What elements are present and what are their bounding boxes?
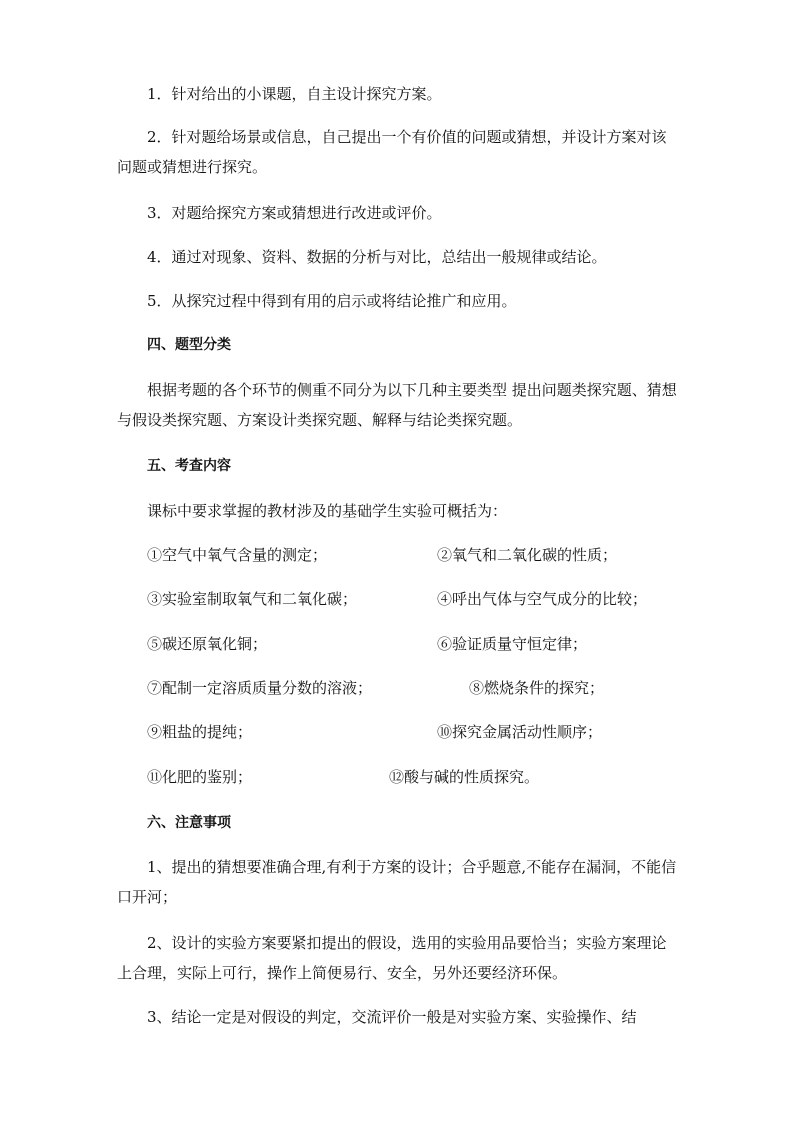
experiment-item-8: ⑧燃烧条件的探究； (469, 679, 605, 697)
goal-item-5: 5．从探究过程中得到有用的启示或将结论推广和应用。 (147, 292, 517, 310)
section-heading-notes: 六、注意事项 (147, 815, 231, 831)
experiment-item-3: ③实验室制取氧气和二氧化碳； (147, 590, 358, 608)
goal-item-2: 2．针对题给场景或信息，自己提出一个有价值的问题或猜想，并设计方案对该问题或猜想进行探究。 (117, 128, 667, 176)
goal-item-1: 1．针对给出的小课题，自主设计探究方案。 (147, 85, 442, 103)
goal-item-3: 3．对题给探究方案或猜想进行改进或评价。 (147, 204, 442, 222)
experiment-item-1: ①空气中氧气含量的测定； (147, 546, 328, 564)
experiment-item-4: ④呼出气体与空气成分的比较； (437, 590, 648, 608)
note-item-2: 2、设计的实验方案要紧扣提出的假设，选用的实验用品要恰当；实验方案理论上合理，实际上可行，操作上简便易行、安全，另外还要经济环保。 (117, 934, 667, 982)
experiment-item-5: ⑤碳还原氧化铜； (147, 635, 268, 653)
goal-item-4: 4．通过对现象、资料、数据的分析与对比，总结出一般规律或结论。 (147, 248, 607, 266)
experiment-item-6: ⑥验证质量守恒定律； (437, 635, 588, 653)
note-item-3: 3、结论一定是对假设的判定，交流评价一般是对实验方案、实验操作、结 (147, 1008, 637, 1026)
question-types-paragraph: 根据考题的各个环节的侧重不同分为以下几种主要类型 提出问题类探究题、猜想与假设类探究题、方案设计类探究题、解释与结论类探究题。 (117, 381, 677, 429)
experiment-item-2: ②氧气和二氧化碳的性质； (437, 546, 618, 564)
experiment-item-11: ⑪化肥的鉴别； (147, 768, 253, 786)
note-item-1: 1、提出的猜想要准确合理,有利于方案的设计；合乎题意,不能存在漏洞，不能信口开河； (117, 858, 677, 906)
experiment-item-12: ⑫酸与碱的性质探究。 (389, 768, 540, 786)
experiment-item-7: ⑦配制一定溶质质量分数的溶液； (147, 679, 373, 697)
section-heading-exam-content: 五、考查内容 (147, 458, 231, 474)
exam-content-intro: 课标中要求掌握的教材涉及的基础学生实验可概括为： (147, 502, 508, 520)
experiment-item-10: ⑩探究金属活动性顺序； (437, 723, 603, 741)
experiment-item-9: ⑨粗盐的提纯； (147, 723, 253, 741)
section-heading-question-types: 四、题型分类 (147, 337, 231, 353)
